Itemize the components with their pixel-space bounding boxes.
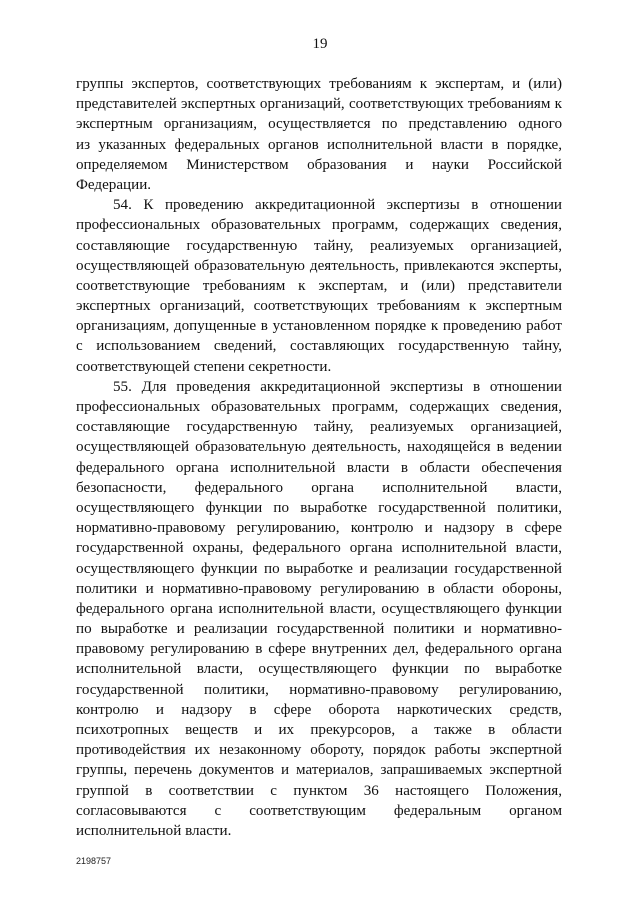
text-line: осуществляющей образовательную деятельность, находящейся в ведении xyxy=(76,439,562,456)
text-line: с использованием сведений, составляющих государственную тайну, xyxy=(76,338,562,355)
text-line: федерального органа исполнительной власти, осуществляющего функции xyxy=(76,600,562,617)
paragraph-55 xyxy=(76,377,562,841)
text-line: соответствующие требованиям к экспертам, и (или) представители xyxy=(76,277,562,294)
text-line: противодействия их незаконному обороту, порядок работы экспертной xyxy=(76,742,562,759)
text-line: экспертным организациям, осуществляется по представлению одного xyxy=(76,116,562,133)
document-body xyxy=(76,74,562,841)
text-line: по выработке и реализации государственной политики и нормативно- xyxy=(76,621,562,638)
text-line: исполнительной власти. xyxy=(76,822,232,839)
text-line: контролю и надзору в сфере оборота наркотических средств, xyxy=(76,701,562,718)
text-line: из указанных федеральных органов исполнительной власти в порядке, xyxy=(76,136,562,153)
text-line: правовому регулированию в сфере внутренних дел, федерального органа xyxy=(76,641,562,658)
text-line: осуществляющего функции по выработке государственной политики, xyxy=(76,499,562,516)
text-line: составляющие государственную тайну, реализуемых организацией, xyxy=(76,419,562,436)
text-line: федерального органа исполнительной власти в области обеспечения xyxy=(76,459,562,476)
text-line: профессиональных образовательных программ, содержащих сведения, xyxy=(76,399,562,415)
paragraph-54 xyxy=(76,195,562,377)
document-code: 2198757 xyxy=(76,856,112,866)
text-line: группой в соответствии с пунктом 36 настоящего Положения, xyxy=(76,782,562,799)
text-line: составляющие государственную тайну, реализуемых организацией, xyxy=(76,237,562,254)
text-line: осуществляющей образовательную деятельность, привлекаются эксперты, xyxy=(76,257,562,274)
text-line: нормативно-правовому регулированию, контролю и надзору в сфере xyxy=(76,520,562,537)
paragraph-continuation xyxy=(76,74,562,195)
text-line: государственной охраны, федерального органа исполнительной власти, xyxy=(76,540,562,557)
text-line: Федерации. xyxy=(76,176,152,193)
text-line: государственной политики, нормативно-правовому регулированию, xyxy=(76,681,562,698)
text-line: исполнительной власти, осуществляющего функции по выработке xyxy=(76,661,562,678)
text-line: группы, перечень документов и материалов, запрашиваемых экспертной xyxy=(76,762,562,779)
text-line: согласовываются с соответствующим федеральным органом xyxy=(76,802,562,819)
text-line: профессиональных образовательных программ, содержащих сведения, xyxy=(76,217,562,234)
text-line: организациям, допущенные в установленном порядке к проведению работ xyxy=(76,318,562,335)
text-line: экспертных организаций, соответствующих требованиям к экспертным xyxy=(76,298,562,315)
text-line: безопасности, федерального органа исполнительной власти, xyxy=(76,479,562,496)
text-line: политики и нормативно-правовому регулированию в области обороны, xyxy=(76,580,562,597)
text-line: осуществляющего функции по выработке и реализации государственной xyxy=(76,560,562,577)
text-line: определяемом Министерством образования и науки Российской xyxy=(76,156,562,173)
text-line: группы экспертов, соответствующих требованиям к экспертам, и (или) xyxy=(76,76,562,92)
text-line: представителей экспертных организаций, соответствующих требованиям к xyxy=(76,96,562,113)
text-line: психотропных веществ и их прекурсоров, а также в области xyxy=(76,722,562,738)
text-line: 54. К проведению аккредитационной экспертизы в отношении xyxy=(113,197,562,214)
text-line: соответствующей степени секретности. xyxy=(76,358,332,375)
page-number: 19 xyxy=(312,36,328,52)
text-line: 55. Для проведения аккредитационной экспертизы в отношении xyxy=(113,378,562,395)
